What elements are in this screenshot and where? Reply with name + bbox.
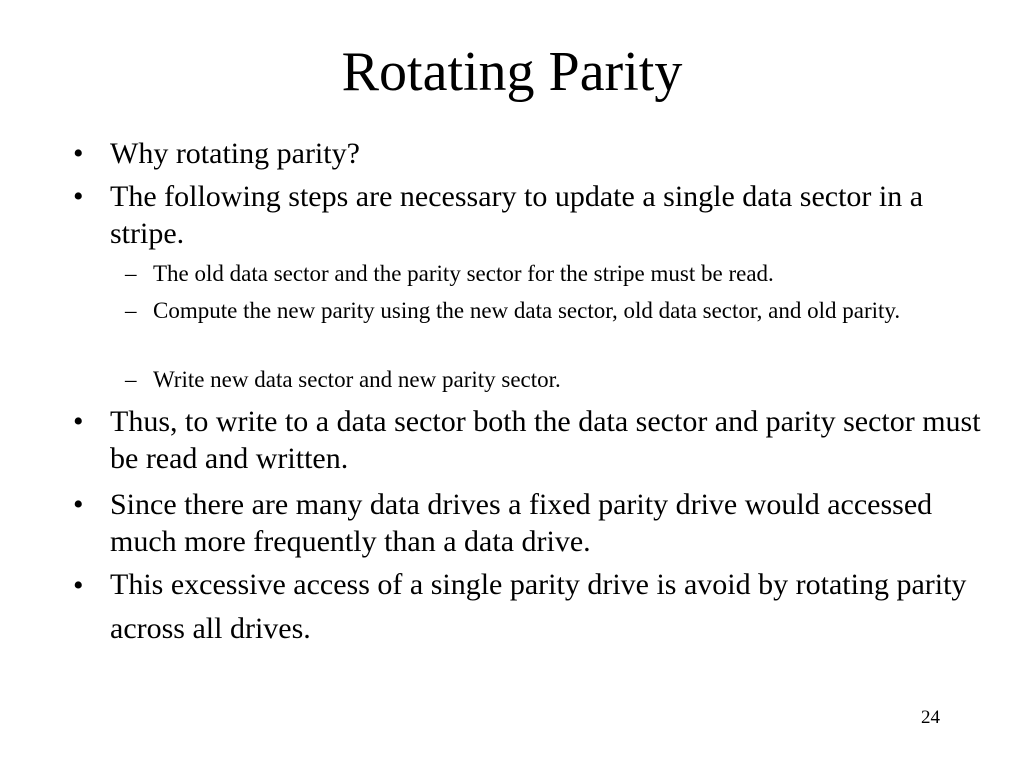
bullet-text: This excessive access of a single parity drive is avoid by rotating parity across all drives. <box>110 568 967 645</box>
dash-marker: – <box>125 367 137 392</box>
dash-marker: – <box>125 261 137 286</box>
bullet-text: The following steps are necessary to update a single data sector in a stripe. <box>110 180 924 250</box>
bullet-marker: • <box>73 180 84 213</box>
slide-number: 24 <box>921 707 940 728</box>
bullet-text: Thus, to write to a data sector both the data sector and parity sector must be read and written. <box>110 405 981 475</box>
dash-marker: – <box>125 298 137 323</box>
sub-bullet-text: Compute the new parity using the new data sector, old data sector, and old parity. <box>153 298 901 323</box>
slide-title: Rotating Parity <box>341 41 683 103</box>
bullet-marker: • <box>73 405 84 438</box>
bullet-marker: • <box>73 569 84 602</box>
sub-bullet-text: Write new data sector and new parity sector. <box>153 367 561 392</box>
bullet-text: Why rotating parity? <box>110 137 360 170</box>
bullet-text: Since there are many data drives a fixed parity drive would accessed much more frequently than a data drive. <box>110 488 933 558</box>
bullet-marker: • <box>73 137 84 170</box>
sub-bullet-text: The old data sector and the parity sector for the stripe must be read. <box>153 261 774 286</box>
bullet-marker: • <box>73 488 84 521</box>
